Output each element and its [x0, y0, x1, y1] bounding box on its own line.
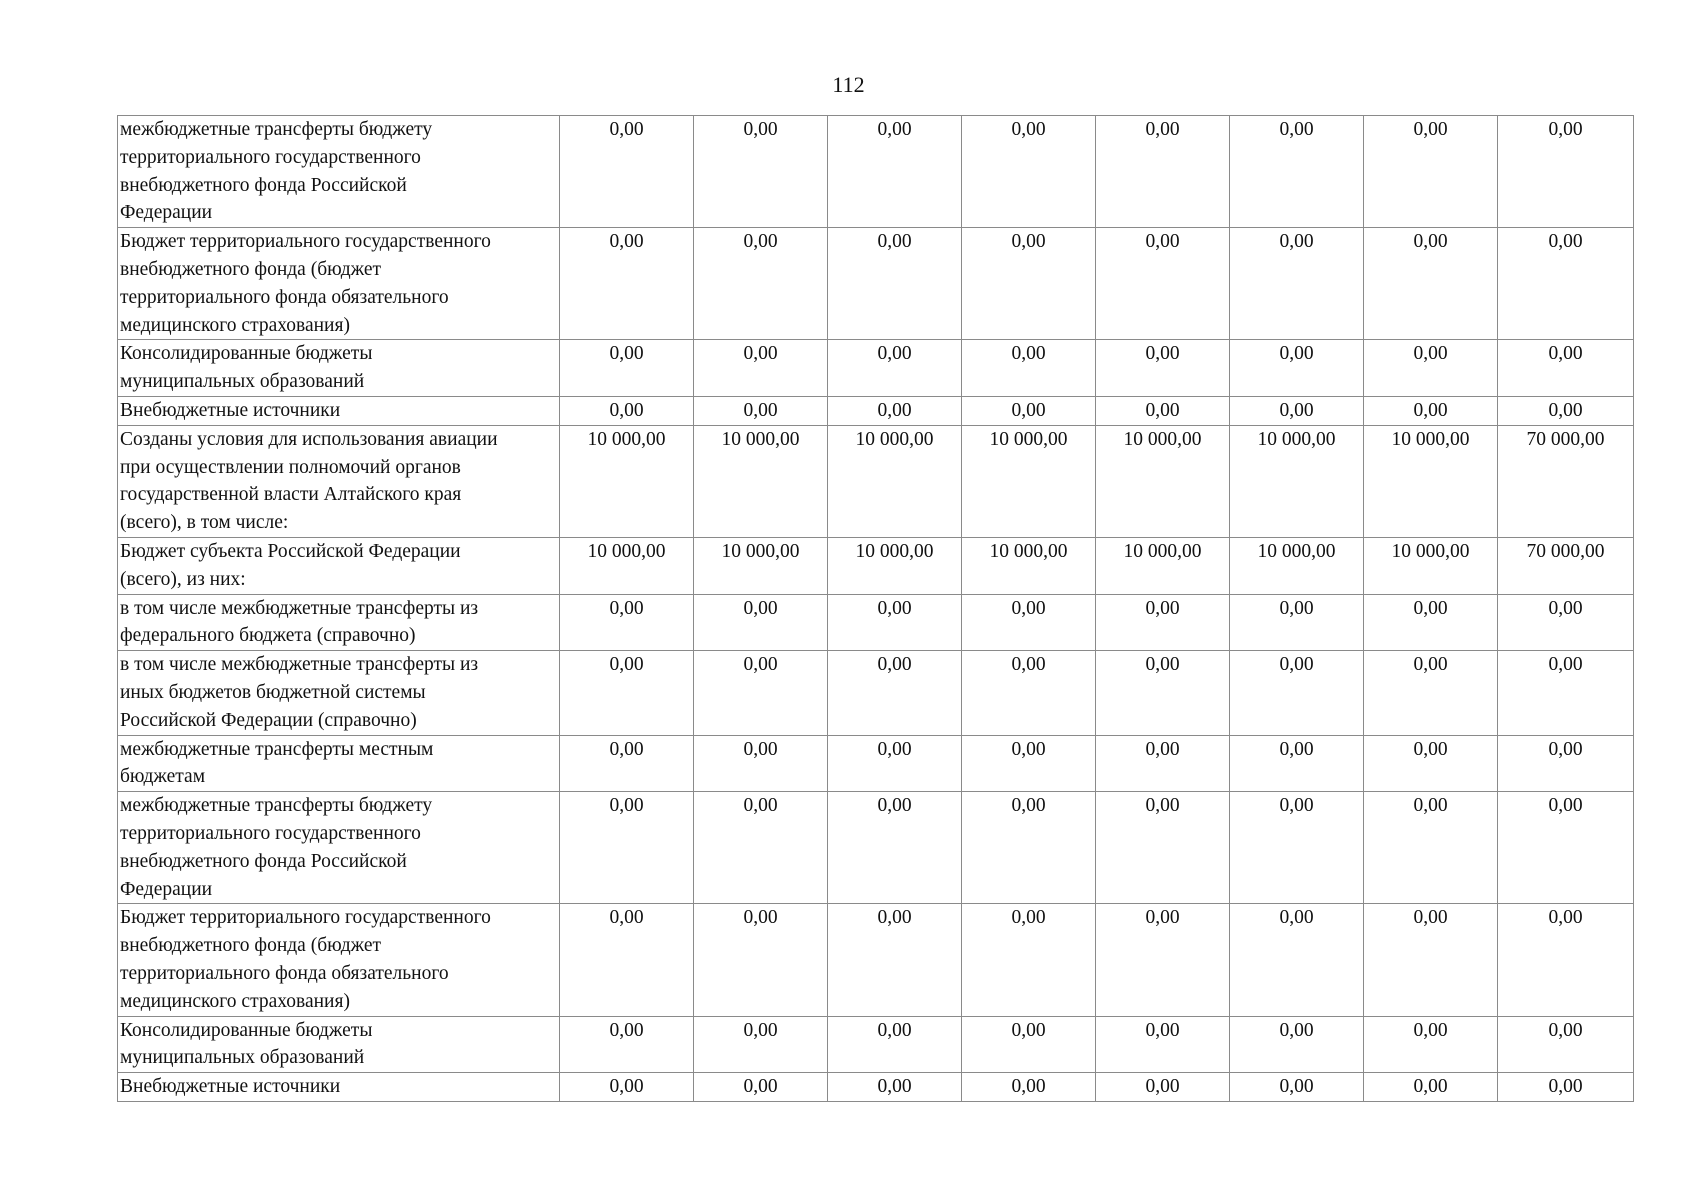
row-value-cell: 0,00: [828, 116, 962, 228]
row-value-cell: 0,00: [828, 735, 962, 792]
row-value-cell: 0,00: [828, 1073, 962, 1102]
row-label-line: Внебюджетные источники: [120, 399, 341, 421]
row-value-cell: 0,00: [1364, 1016, 1498, 1073]
row-total-cell: 70 000,00: [1498, 537, 1634, 594]
row-value-cell: 10 000,00: [962, 537, 1096, 594]
row-value-cell: 0,00: [962, 792, 1096, 904]
row-value-cell: 0,00: [694, 1016, 828, 1073]
row-label: [118, 228, 560, 340]
row-value-cell: 0,00: [560, 904, 694, 1016]
row-label-line: при осуществлении полномочий органов: [120, 456, 461, 478]
row-label-line: в том числе межбюджетные трансферты из: [120, 597, 479, 619]
row-label-line: Федерации: [120, 878, 213, 900]
row-label-line: Бюджет территориального государственного: [120, 907, 491, 929]
row-value-cell: 0,00: [1096, 792, 1230, 904]
row-label-line: бюджетам: [120, 766, 206, 788]
row-value-cell: 0,00: [1096, 1073, 1230, 1102]
row-label-line: (всего), в том числе:: [120, 512, 289, 534]
row-value-cell: 0,00: [1230, 735, 1364, 792]
table-row: [118, 537, 1634, 594]
row-label-line: Бюджет территориального государственного: [120, 231, 491, 253]
row-value-cell: 0,00: [1230, 1016, 1364, 1073]
row-value-cell: 0,00: [1364, 792, 1498, 904]
row-value-cell: 0,00: [1364, 228, 1498, 340]
row-label-line: Созданы условия для использования авиации: [120, 428, 498, 450]
row-value-cell: 0,00: [1230, 340, 1364, 397]
row-value-cell: 0,00: [962, 651, 1096, 735]
row-value-cell: 0,00: [694, 340, 828, 397]
row-value-cell: 0,00: [962, 396, 1096, 425]
row-value-cell: 0,00: [694, 792, 828, 904]
row-value-cell: 0,00: [1364, 651, 1498, 735]
row-label-line: Консолидированные бюджеты: [120, 1019, 373, 1041]
row-label-line: внебюджетного фонда (бюджет: [120, 258, 382, 280]
row-label: [118, 537, 560, 594]
row-value-cell: 0,00: [560, 116, 694, 228]
row-value-cell: 0,00: [1230, 792, 1364, 904]
row-label-line: (всего), из них:: [120, 568, 246, 590]
row-value-cell: 10 000,00: [1096, 425, 1230, 537]
row-total-cell: 0,00: [1498, 594, 1634, 651]
row-total-cell: 0,00: [1498, 792, 1634, 904]
row-value-cell: 0,00: [962, 1073, 1096, 1102]
row-total-cell: 0,00: [1498, 1073, 1634, 1102]
row-value-cell: 0,00: [1096, 594, 1230, 651]
table-row: [118, 792, 1634, 904]
row-value-cell: 0,00: [828, 792, 962, 904]
row-value-cell: 10 000,00: [560, 537, 694, 594]
row-value-cell: 0,00: [1364, 904, 1498, 1016]
row-value-cell: 0,00: [694, 396, 828, 425]
budget-table-body: [118, 116, 1634, 1102]
row-label-line: межбюджетные трансферты местным: [120, 738, 434, 760]
row-value-cell: 10 000,00: [828, 425, 962, 537]
row-value-cell: 0,00: [694, 116, 828, 228]
row-value-cell: 0,00: [962, 116, 1096, 228]
table-row: [118, 340, 1634, 397]
row-total-cell: 0,00: [1498, 396, 1634, 425]
row-label-line: территориального фонда обязательного: [120, 962, 449, 984]
row-label: [118, 904, 560, 1016]
row-label: [118, 792, 560, 904]
row-value-cell: 0,00: [1230, 904, 1364, 1016]
row-value-cell: 0,00: [560, 735, 694, 792]
table-row: [118, 1016, 1634, 1073]
row-value-cell: 0,00: [694, 651, 828, 735]
row-value-cell: 0,00: [560, 396, 694, 425]
row-label-line: в том числе межбюджетные трансферты из: [120, 654, 479, 676]
budget-table: [117, 115, 1634, 1102]
table-row: [118, 1073, 1634, 1102]
row-value-cell: 10 000,00: [560, 425, 694, 537]
row-value-cell: 0,00: [560, 1016, 694, 1073]
row-value-cell: 0,00: [828, 396, 962, 425]
row-value-cell: 0,00: [828, 651, 962, 735]
row-value-cell: 0,00: [1364, 396, 1498, 425]
row-value-cell: 0,00: [1096, 228, 1230, 340]
row-label-line: Бюджет субъекта Российской Федерации: [120, 540, 461, 562]
row-value-cell: 0,00: [962, 735, 1096, 792]
row-label-line: Внебюджетные источники: [120, 1076, 341, 1098]
row-label-line: Российской Федерации (справочно): [120, 709, 417, 731]
row-value-cell: 0,00: [694, 1073, 828, 1102]
table-row: [118, 651, 1634, 735]
row-value-cell: 10 000,00: [1230, 537, 1364, 594]
row-value-cell: 0,00: [1096, 904, 1230, 1016]
table-row: [118, 116, 1634, 228]
row-label-line: муниципальных образований: [120, 371, 365, 393]
row-label-line: внебюджетного фонда Российской: [120, 850, 407, 872]
row-value-cell: 0,00: [560, 792, 694, 904]
row-value-cell: 0,00: [962, 594, 1096, 651]
row-label: [118, 425, 560, 537]
row-value-cell: 0,00: [694, 228, 828, 340]
row-label: [118, 1016, 560, 1073]
table-row: [118, 425, 1634, 537]
row-value-cell: 0,00: [1230, 594, 1364, 651]
row-value-cell: 0,00: [1230, 1073, 1364, 1102]
row-value-cell: 0,00: [1096, 340, 1230, 397]
row-value-cell: 0,00: [1230, 396, 1364, 425]
row-value-cell: 0,00: [1096, 651, 1230, 735]
row-value-cell: 10 000,00: [1364, 425, 1498, 537]
row-value-cell: 0,00: [1096, 735, 1230, 792]
row-value-cell: 0,00: [1364, 1073, 1498, 1102]
row-value-cell: 10 000,00: [694, 425, 828, 537]
row-value-cell: 0,00: [1364, 594, 1498, 651]
row-total-cell: 0,00: [1498, 904, 1634, 1016]
row-label-line: медицинского страхования): [120, 990, 350, 1012]
row-value-cell: 0,00: [962, 228, 1096, 340]
row-label-line: иных бюджетов бюджетной системы: [120, 681, 426, 703]
row-label: [118, 116, 560, 228]
table-row: [118, 594, 1634, 651]
table-row: [118, 396, 1634, 425]
row-value-cell: 0,00: [1364, 735, 1498, 792]
row-value-cell: 0,00: [828, 594, 962, 651]
row-value-cell: 0,00: [1230, 228, 1364, 340]
row-label-line: территориального фонда обязательного: [120, 286, 449, 308]
row-total-cell: 0,00: [1498, 651, 1634, 735]
row-value-cell: 0,00: [828, 228, 962, 340]
row-total-cell: 70 000,00: [1498, 425, 1634, 537]
row-value-cell: 0,00: [1230, 651, 1364, 735]
row-label: [118, 1073, 560, 1102]
row-label-line: государственной власти Алтайского края: [120, 484, 462, 506]
row-label: [118, 396, 560, 425]
row-label-line: территориального государственного: [120, 146, 421, 168]
row-value-cell: 0,00: [1096, 1016, 1230, 1073]
row-label-line: межбюджетные трансферты бюджету: [120, 795, 433, 817]
row-label: [118, 340, 560, 397]
row-total-cell: 0,00: [1498, 228, 1634, 340]
row-label-line: внебюджетного фонда Российской: [120, 174, 407, 196]
row-total-cell: 0,00: [1498, 116, 1634, 228]
row-value-cell: 10 000,00: [1096, 537, 1230, 594]
row-value-cell: 10 000,00: [1230, 425, 1364, 537]
row-value-cell: 0,00: [694, 735, 828, 792]
row-value-cell: 0,00: [1096, 116, 1230, 228]
row-value-cell: 0,00: [962, 1016, 1096, 1073]
row-label-line: Федерации: [120, 202, 213, 224]
table-row: [118, 904, 1634, 1016]
row-value-cell: 10 000,00: [962, 425, 1096, 537]
row-label: [118, 651, 560, 735]
row-value-cell: 0,00: [560, 651, 694, 735]
row-label-line: Консолидированные бюджеты: [120, 343, 373, 365]
row-label-line: муниципальных образований: [120, 1047, 365, 1069]
page-number: 112: [832, 72, 865, 97]
row-label-line: внебюджетного фонда (бюджет: [120, 935, 382, 957]
table-row: [118, 228, 1634, 340]
table-row: [118, 735, 1634, 792]
row-label: [118, 594, 560, 651]
row-value-cell: 0,00: [560, 594, 694, 651]
row-label: [118, 735, 560, 792]
row-label-line: межбюджетные трансферты бюджету: [120, 119, 433, 140]
row-label-line: территориального государственного: [120, 822, 421, 844]
row-value-cell: 0,00: [828, 340, 962, 397]
row-total-cell: 0,00: [1498, 340, 1634, 397]
row-value-cell: 0,00: [1096, 396, 1230, 425]
row-value-cell: 0,00: [1364, 116, 1498, 228]
row-value-cell: 0,00: [828, 904, 962, 1016]
row-value-cell: 0,00: [962, 340, 1096, 397]
row-value-cell: 0,00: [962, 904, 1096, 1016]
row-value-cell: 0,00: [560, 1073, 694, 1102]
row-value-cell: 10 000,00: [828, 537, 962, 594]
row-total-cell: 0,00: [1498, 735, 1634, 792]
row-value-cell: 0,00: [560, 340, 694, 397]
row-value-cell: 0,00: [1230, 116, 1364, 228]
row-value-cell: 0,00: [694, 594, 828, 651]
row-value-cell: 10 000,00: [1364, 537, 1498, 594]
row-value-cell: 0,00: [1364, 340, 1498, 397]
row-value-cell: 0,00: [694, 904, 828, 1016]
row-total-cell: 0,00: [1498, 1016, 1634, 1073]
row-value-cell: 0,00: [828, 1016, 962, 1073]
row-value-cell: 0,00: [560, 228, 694, 340]
row-label-line: медицинского страхования): [120, 314, 350, 336]
row-label-line: федерального бюджета (справочно): [120, 625, 416, 647]
row-value-cell: 10 000,00: [694, 537, 828, 594]
